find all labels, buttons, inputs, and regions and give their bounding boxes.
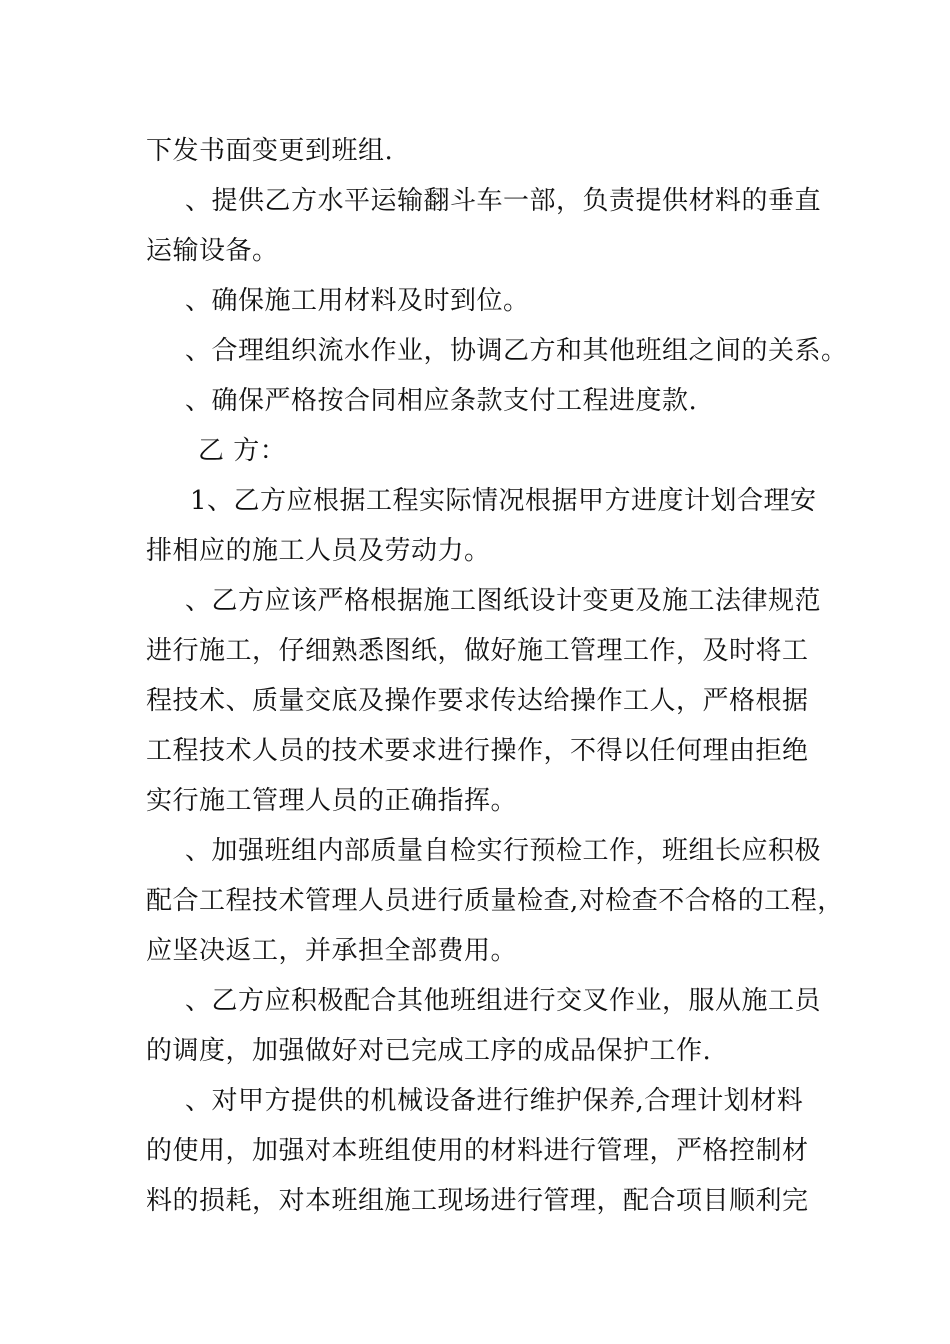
text-line: 1、乙方应根据工程实际情况根据甲方进度计划合理安 (190, 486, 817, 516)
text-line: 运输设备。 (146, 236, 279, 266)
text-line: 排相应的施工人员及劳动力。 (146, 536, 491, 566)
text-line: 的调度，加强做好对已完成工序的成品保护工作. (146, 1036, 712, 1066)
text-line: 程技术、质量交底及操作要求传达给操作工人，严格根据 (146, 686, 809, 716)
text-line: 应坚决返工，并承担全部费用。 (146, 936, 518, 966)
document-body (146, 126, 848, 1226)
text-line: 进行施工，仔细熟悉图纸，做好施工管理工作，及时将工 (146, 636, 809, 666)
text-line: 的使用，加强对本班组使用的材料进行管理，严格控制材 (146, 1136, 809, 1166)
text-line: 、合理组织流水作业，协调乙方和其他班组之间的关系。 (185, 336, 848, 366)
text-line: 、对甲方提供的机械设备进行维护保养,合理计划材料 (185, 1086, 804, 1116)
text-line: 、乙方应积极配合其他班组进行交叉作业，服从施工员 (185, 986, 822, 1016)
text-line: 、乙方应该严格根据施工图纸设计变更及施工法律规范 (185, 586, 822, 616)
text-line: 料的损耗，对本班组施工现场进行管理，配合项目顺利完 (146, 1186, 809, 1216)
text-line: 实行施工管理人员的正确指挥。 (146, 786, 518, 816)
text-line: 、加强班组内部质量自检实行预检工作，班组长应积极 (185, 836, 822, 866)
section-heading: 乙 方： (198, 436, 287, 466)
text-line: 工程技术人员的技术要求进行操作，不得以任何理由拒绝 (146, 736, 809, 766)
text-line: 下发书面变更到班组. (146, 136, 394, 166)
text-line: 、确保施工用材料及时到位。 (185, 286, 530, 316)
text-line: 、确保严格按合同相应条款支付工程进度款. (185, 386, 698, 416)
text-line: 、提供乙方水平运输翻斗车一部，负责提供材料的垂直 (185, 186, 822, 216)
text-line: 配合工程技术管理人员进行质量检查,对检查不合格的工程， (146, 886, 844, 916)
